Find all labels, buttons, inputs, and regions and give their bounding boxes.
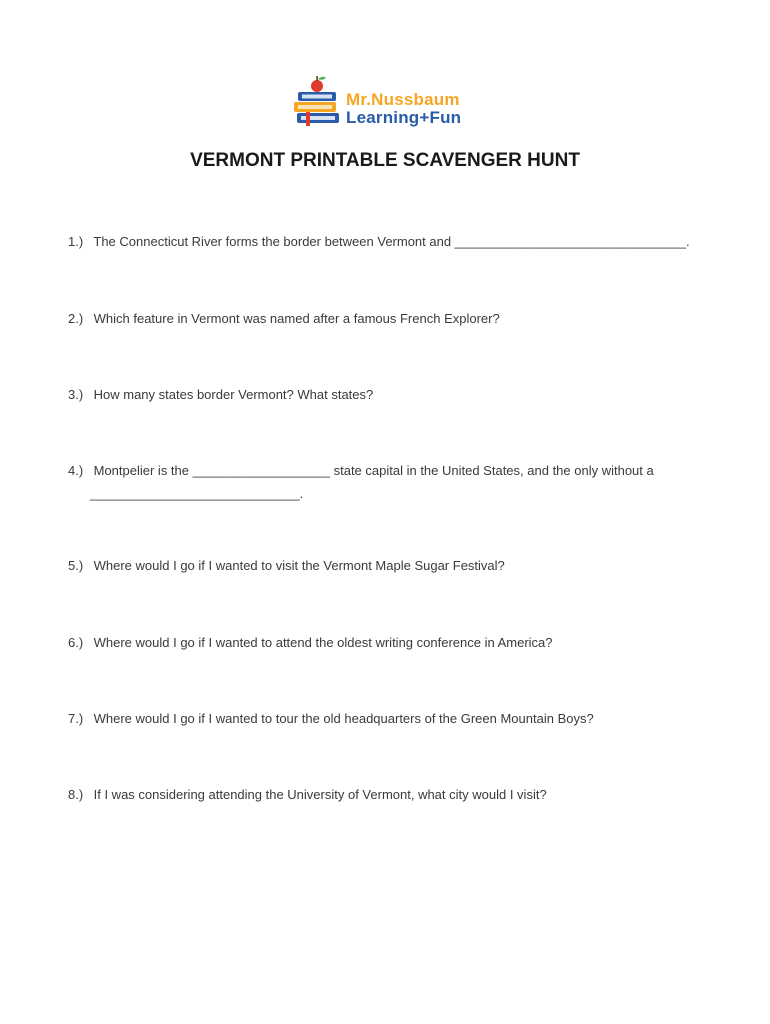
- question-8: [68, 783, 718, 806]
- books-apple-icon: [292, 74, 344, 130]
- question-number: 3.): [68, 387, 84, 402]
- question-number: 2.): [68, 311, 84, 326]
- question-3: [68, 383, 718, 406]
- question-text: Which feature in Vermont was named after a famous French Explorer?: [93, 311, 500, 326]
- question-text: Where would I go if I wanted to tour the old headquarters of the Green Mountain Boys?: [93, 711, 594, 726]
- question-text: Where would I go if I wanted to attend the oldest writing conference in America?: [93, 635, 553, 650]
- page-title: VERMONT PRINTABLE SCAVENGER HUNT: [190, 150, 580, 171]
- logo-text-mr-nussbaum: Mr.Nussbaum: [346, 90, 460, 109]
- question-6: [68, 631, 718, 654]
- question-number: 5.): [68, 558, 84, 573]
- question-text: If I was considering attending the University of Vermont, what city would I visit?: [93, 787, 547, 802]
- question-2: [68, 307, 718, 330]
- question-number: 7.): [68, 711, 84, 726]
- question-text: How many states border Vermont? What states?: [93, 387, 374, 402]
- question-number: 1.): [68, 234, 84, 249]
- question-text: Where would I go if I wanted to visit the Vermont Maple Sugar Festival?: [93, 558, 505, 573]
- question-1: [68, 230, 718, 253]
- question-number: 4.): [68, 463, 84, 478]
- question-4: [68, 459, 718, 505]
- logo-text-learning-fun: Learning+Fun: [346, 108, 462, 127]
- question-5: [68, 554, 718, 577]
- question-text-continued: _____________________________.: [90, 486, 304, 501]
- mr-nussbaum-logo: [292, 74, 482, 130]
- question-text: Montpelier is the ___________________ state capital in the United States, and the only without a: [93, 463, 654, 478]
- question-number: 6.): [68, 635, 84, 650]
- question-number: 8.): [68, 787, 84, 802]
- question-text: The Connecticut River forms the border between Vermont and ________________________________.: [93, 234, 690, 249]
- question-7: [68, 707, 718, 730]
